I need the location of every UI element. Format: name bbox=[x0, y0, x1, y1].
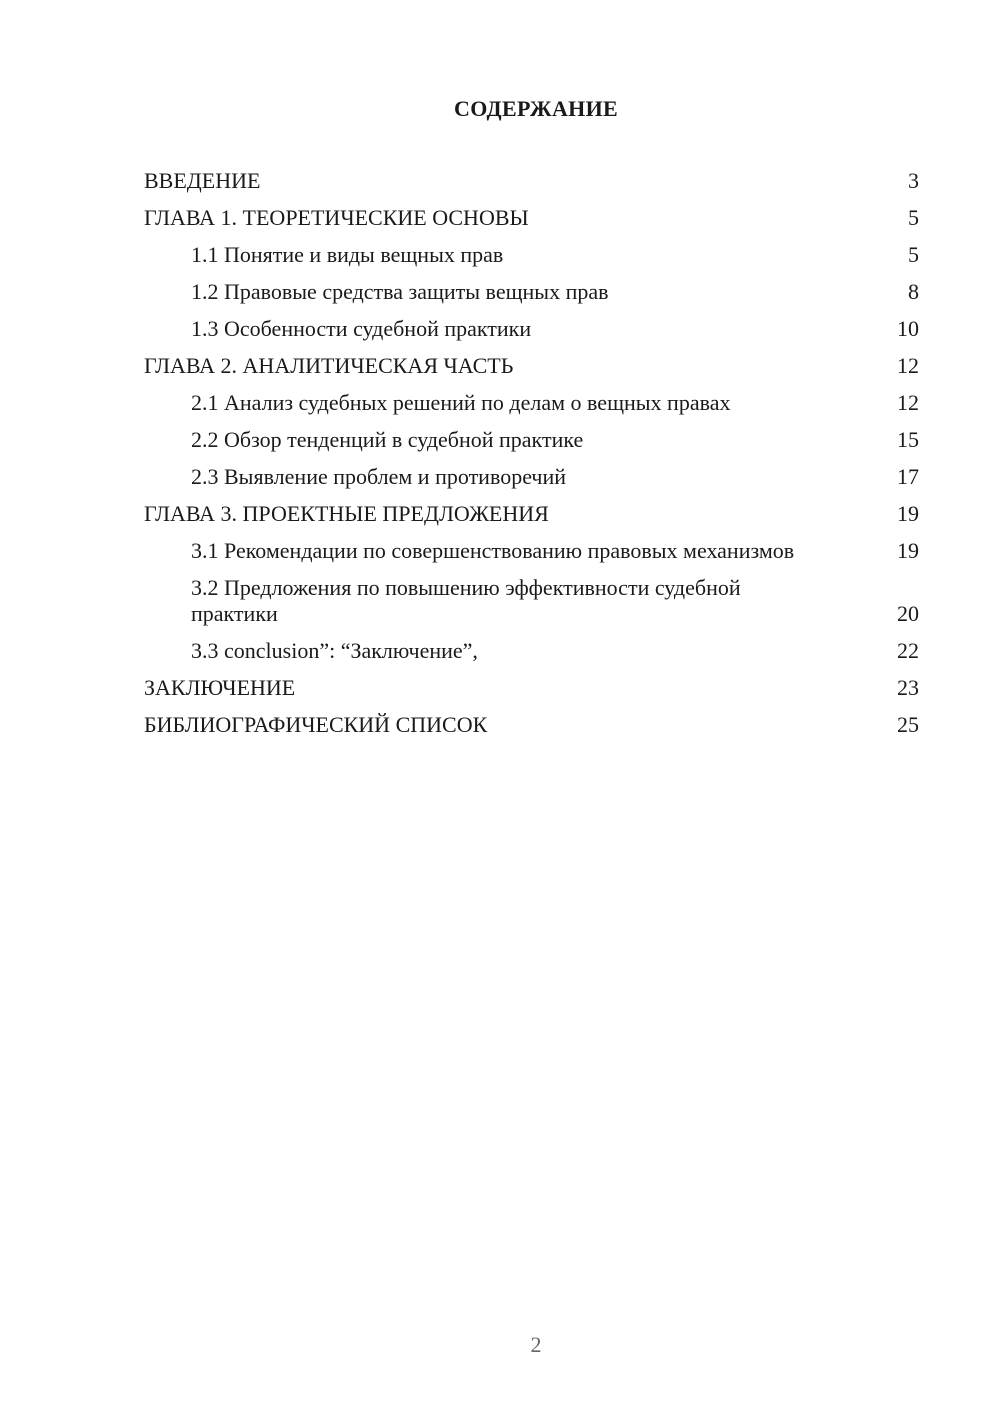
toc-entry-page: 20 bbox=[897, 601, 919, 626]
toc-entry-conclusion[interactable] bbox=[144, 675, 919, 701]
toc-entry-section-2-3[interactable] bbox=[144, 464, 919, 490]
toc-entry-chapter-1[interactable] bbox=[144, 205, 919, 231]
toc-entry-page: 5 bbox=[908, 242, 919, 267]
toc-entry-section-1-2[interactable] bbox=[144, 279, 919, 305]
toc-entry-chapter-3[interactable] bbox=[144, 501, 919, 527]
toc-entry-label: ГЛАВА 2. АНАЛИТИЧЕСКАЯ ЧАСТЬ bbox=[144, 353, 514, 378]
toc-entry-label: 2.3 Выявление проблем и противоречий bbox=[191, 464, 567, 489]
toc-entry-chapter-2[interactable] bbox=[144, 353, 919, 379]
toc-entry-section-3-2[interactable] bbox=[144, 575, 919, 627]
toc-entry-label: 2.2 Обзор тенденций в судебной практике bbox=[191, 427, 584, 452]
toc-entry-label: 1.3 Особенности судебной практики bbox=[191, 316, 532, 341]
toc-entry-page: 8 bbox=[908, 279, 919, 304]
toc-entry-page: 12 bbox=[897, 390, 919, 415]
toc-entry-label: 1.2 Правовые средства защиты вещных прав bbox=[191, 279, 609, 304]
toc-entry-page: 15 bbox=[897, 427, 919, 452]
toc-entry-section-3-3[interactable] bbox=[144, 638, 919, 664]
toc-entry-label: ЗАКЛЮЧЕНИЕ bbox=[144, 675, 296, 700]
toc-entry-introduction[interactable] bbox=[144, 168, 919, 194]
toc-entry-page: 10 bbox=[897, 316, 919, 341]
toc-entry-label: 3.3 conclusion”: “Заключение”, bbox=[191, 638, 478, 663]
toc-entry-page: 22 bbox=[897, 638, 919, 663]
toc-entry-page: 17 bbox=[897, 464, 919, 489]
toc-entry-section-3-1[interactable] bbox=[144, 538, 919, 564]
toc-entry-label: 1.1 Понятие и виды вещных прав bbox=[191, 242, 504, 267]
toc-entry-page: 12 bbox=[897, 353, 919, 378]
toc-entry-page: 3 bbox=[908, 168, 919, 193]
toc-entry-page: 23 bbox=[897, 675, 919, 700]
toc-entry-page: 5 bbox=[908, 205, 919, 230]
page-title: СОДЕРЖАНИЕ bbox=[454, 96, 618, 121]
toc-entry-label: 3.2 Предложения по повышению эффективности судебной практики bbox=[191, 575, 741, 626]
toc-entry-label: БИБЛИОГРАФИЧЕСКИЙ СПИСОК bbox=[144, 712, 488, 737]
toc-entry-section-2-1[interactable] bbox=[144, 390, 919, 416]
toc-entry-section-1-1[interactable] bbox=[144, 242, 919, 268]
toc-entry-label: ГЛАВА 1. ТЕОРЕТИЧЕСКИЕ ОСНОВЫ bbox=[144, 205, 529, 230]
toc-entry-label: ВВЕДЕНИЕ bbox=[144, 168, 261, 193]
page-number: 2 bbox=[530, 1332, 542, 1357]
toc-entry-section-1-3[interactable] bbox=[144, 316, 919, 342]
toc-entry-page: 19 bbox=[897, 538, 919, 563]
toc-entry-label: 2.1 Анализ судебных решений по делам о вещных правах bbox=[191, 390, 731, 415]
toc-entry-label: ГЛАВА 3. ПРОЕКТНЫЕ ПРЕДЛОЖЕНИЯ bbox=[144, 501, 549, 526]
toc-entry-label: 3.1 Рекомендации по совершенствованию правовых механизмов bbox=[191, 538, 795, 563]
table-of-contents bbox=[144, 168, 919, 749]
toc-entry-bibliography[interactable] bbox=[144, 712, 919, 738]
toc-entry-page: 19 bbox=[897, 501, 919, 526]
toc-entry-page: 25 bbox=[897, 712, 919, 737]
toc-entry-section-2-2[interactable] bbox=[144, 427, 919, 453]
